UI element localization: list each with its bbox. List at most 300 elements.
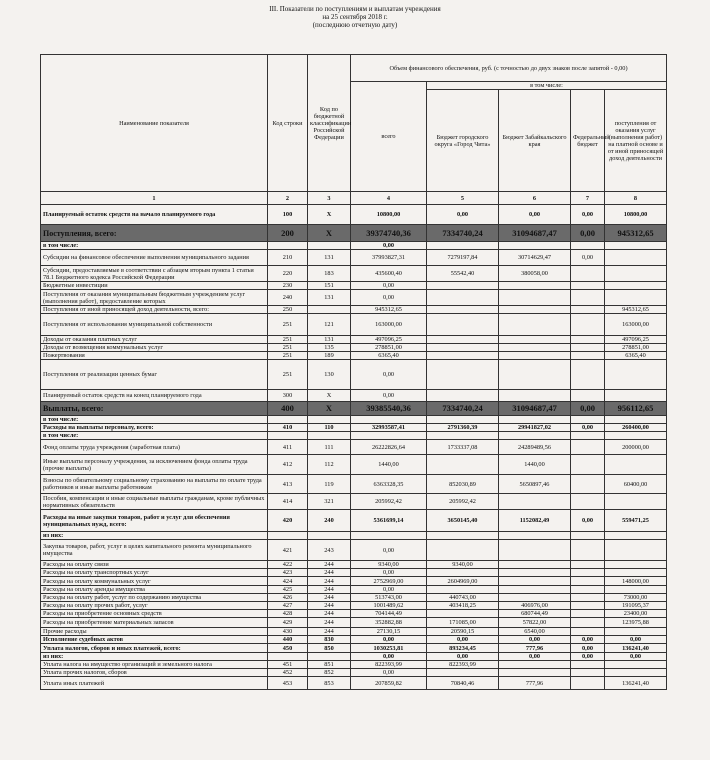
col-header-federal: Федеральный бюджет — [571, 90, 605, 192]
row-value: 0,00 — [571, 636, 605, 644]
row-value: 1440,00 — [499, 455, 571, 475]
row-kbk: 243 — [308, 540, 351, 561]
row-name: Иные выплаты персоналу учреждения, за исключением фонда оплаты труда (прочие выплаты) — [41, 455, 268, 475]
table-row — [41, 352, 667, 360]
table-row — [41, 402, 667, 416]
row-value — [351, 532, 427, 540]
row-value — [571, 344, 605, 352]
row-value — [499, 432, 571, 440]
row-value: 440743,00 — [427, 594, 499, 602]
row-value: 1001489,62 — [351, 602, 427, 610]
row-code: 251 — [268, 314, 308, 336]
row-value — [427, 360, 499, 390]
row-value — [427, 540, 499, 561]
row-kbk: 244 — [308, 569, 351, 577]
row-value: 497096,25 — [351, 336, 427, 344]
row-name: Уплата налога на имущество организаций и земельного налога — [41, 661, 268, 669]
row-value — [499, 336, 571, 344]
row-name: Доходы от возмещения коммунальных услуг — [41, 344, 268, 352]
row-code: 200 — [268, 225, 308, 242]
row-code: 440 — [268, 636, 308, 644]
row-code: 423 — [268, 569, 308, 577]
row-kbk: 131 — [308, 290, 351, 306]
row-value: 956112,65 — [605, 402, 667, 416]
row-value — [605, 416, 667, 424]
table-row — [41, 602, 667, 610]
row-value: 403418,25 — [427, 602, 499, 610]
row-value — [499, 569, 571, 577]
row-value — [571, 540, 605, 561]
table-row — [41, 636, 667, 644]
row-value: 822393,99 — [427, 661, 499, 669]
row-value: 497096,25 — [605, 336, 667, 344]
row-value: 0,00 — [351, 586, 427, 594]
table-row — [41, 494, 667, 510]
row-value: 6363328,35 — [351, 475, 427, 494]
table-row — [41, 432, 667, 440]
row-value: 0,00 — [571, 205, 605, 225]
table-row — [41, 250, 667, 266]
row-value: 20590,15 — [427, 628, 499, 636]
row-value — [605, 282, 667, 290]
row-value: 10800,00 — [605, 205, 667, 225]
row-name: Пособия, компенсации и иные социальные выплаты гражданам, кроме публичных нормативных обязательств — [41, 494, 268, 510]
row-value: 9340,00 — [351, 561, 427, 569]
table-row — [41, 540, 667, 561]
row-kbk: X — [308, 390, 351, 402]
row-value: 559471,25 — [605, 510, 667, 532]
row-value — [499, 594, 571, 602]
row-name: Планируемый остаток средств на начало планируемого года — [41, 205, 268, 225]
row-value: 0,00 — [351, 569, 427, 577]
row-name: Закупка товаров, работ, услуг в целях капитального ремонта муниципального имущества — [41, 540, 268, 561]
row-code: 452 — [268, 669, 308, 677]
table-row — [41, 610, 667, 618]
row-value: 0,00 — [605, 653, 667, 661]
row-name: из них: — [41, 653, 268, 661]
row-name: Расходы на оплату транспортных услуг — [41, 569, 268, 577]
row-value: 0,00 — [351, 390, 427, 402]
row-name: Расходы на приобретение основных средств — [41, 610, 268, 618]
row-value — [427, 669, 499, 677]
row-kbk — [308, 416, 351, 424]
row-value: 945312,65 — [605, 225, 667, 242]
row-code: 251 — [268, 336, 308, 344]
table-row — [41, 586, 667, 594]
row-name: Расходы на оплату аренды имущества — [41, 586, 268, 594]
row-value — [571, 455, 605, 475]
row-value — [571, 577, 605, 586]
row-code: 410 — [268, 424, 308, 432]
row-name: Бюджетные инвестиции — [41, 282, 268, 290]
row-value: 1152082,49 — [499, 510, 571, 532]
row-value: 0,00 — [499, 205, 571, 225]
table-row — [41, 475, 667, 494]
row-value: 2791360,39 — [427, 424, 499, 432]
row-value — [571, 561, 605, 569]
row-kbk — [308, 653, 351, 661]
table-row — [41, 561, 667, 569]
row-value — [571, 242, 605, 250]
row-name: Выплаты, всего: — [41, 402, 268, 416]
row-value — [427, 532, 499, 540]
row-value — [571, 594, 605, 602]
row-kbk: 244 — [308, 628, 351, 636]
row-value: 406976,00 — [499, 602, 571, 610]
row-value — [427, 314, 499, 336]
row-value — [605, 360, 667, 390]
row-value — [499, 282, 571, 290]
row-name: Расходы на приобретение материальных запасов — [41, 618, 268, 628]
row-value — [499, 360, 571, 390]
row-value: 31094687,47 — [499, 402, 571, 416]
row-value: 0,00 — [571, 510, 605, 532]
row-value — [499, 344, 571, 352]
row-value: 55542,40 — [427, 266, 499, 282]
row-kbk: 151 — [308, 282, 351, 290]
row-value — [605, 532, 667, 540]
row-value — [427, 416, 499, 424]
col-number: 1 — [41, 192, 268, 205]
table-row — [41, 225, 667, 242]
row-value — [351, 416, 427, 424]
row-kbk: 111 — [308, 440, 351, 455]
row-value: 70840,46 — [427, 677, 499, 690]
row-kbk: 183 — [308, 266, 351, 282]
row-value — [605, 242, 667, 250]
row-code: 425 — [268, 586, 308, 594]
row-value: 0,00 — [351, 636, 427, 644]
row-value — [427, 432, 499, 440]
table-row — [41, 653, 667, 661]
row-value — [571, 360, 605, 390]
table-row — [41, 205, 667, 225]
row-value: 136241,40 — [605, 677, 667, 690]
row-name: Уплата иных платежей — [41, 677, 268, 690]
row-kbk: 851 — [308, 661, 351, 669]
row-kbk: 112 — [308, 455, 351, 475]
row-value — [605, 628, 667, 636]
row-name: Уплата налогов, сборов и иных платежей, всего: — [41, 644, 268, 653]
row-value — [571, 416, 605, 424]
table-row — [41, 242, 667, 250]
row-value — [499, 494, 571, 510]
row-kbk: 244 — [308, 610, 351, 618]
col-header-paid: поступления от оказания услуг (выполнения работ) на платной основе и от иной приносящей доход деятельности — [605, 90, 667, 192]
row-value: 893234,45 — [427, 644, 499, 653]
row-code: 430 — [268, 628, 308, 636]
row-value: 6365,40 — [605, 352, 667, 360]
row-value — [571, 661, 605, 669]
table-row — [41, 336, 667, 344]
row-value: 0,00 — [499, 636, 571, 644]
report-date-note: (последнюю отчетную дату) — [312, 21, 398, 29]
row-value: 171085,00 — [427, 618, 499, 628]
row-value — [499, 390, 571, 402]
row-value: 163000,00 — [351, 314, 427, 336]
row-value — [427, 290, 499, 306]
table-row — [41, 290, 667, 306]
row-value — [605, 586, 667, 594]
row-value: 24289489,56 — [499, 440, 571, 455]
row-name: Субсидии на финансовое обеспечение выполнения муниципального задания — [41, 250, 268, 266]
report-title: III. Показатели по поступлениям и выплатам учреждения — [269, 5, 441, 13]
row-value — [427, 390, 499, 402]
row-kbk: X — [308, 205, 351, 225]
row-value — [499, 306, 571, 314]
row-value: 0,00 — [351, 282, 427, 290]
col-number: 3 — [308, 192, 351, 205]
row-name: Планируемый остаток средств на конец планируемого года — [41, 390, 268, 402]
table-row — [41, 577, 667, 586]
row-code: 428 — [268, 610, 308, 618]
col-number: 6 — [499, 192, 571, 205]
row-value — [499, 577, 571, 586]
col-header-incl: в том числе: — [427, 82, 667, 90]
table-row — [41, 594, 667, 602]
row-kbk: 244 — [308, 618, 351, 628]
row-name: Расходы на оплату работ, услуг по содержанию имущества — [41, 594, 268, 602]
row-value — [571, 336, 605, 344]
row-value — [571, 628, 605, 636]
row-kbk: 131 — [308, 250, 351, 266]
row-value — [571, 586, 605, 594]
table-row — [41, 344, 667, 352]
row-value: 704144,49 — [351, 610, 427, 618]
row-value — [571, 282, 605, 290]
row-value: 777,96 — [499, 677, 571, 690]
row-kbk: 244 — [308, 561, 351, 569]
row-name: Поступления от использования муниципальной собственности — [41, 314, 268, 336]
row-value: 945312,65 — [605, 306, 667, 314]
row-kbk: 321 — [308, 494, 351, 510]
row-value: 57822,00 — [499, 618, 571, 628]
row-name: Поступления, всего: — [41, 225, 268, 242]
row-value: 0,00 — [571, 250, 605, 266]
row-name: в том числе: — [41, 432, 268, 440]
row-name: Расходы на оплату прочих работ, услуг — [41, 602, 268, 610]
row-value: 852030,89 — [427, 475, 499, 494]
row-code: 250 — [268, 306, 308, 314]
row-code: 230 — [268, 282, 308, 290]
row-code: 210 — [268, 250, 308, 266]
table-row — [41, 455, 667, 475]
row-kbk — [308, 242, 351, 250]
row-kbk: 830 — [308, 636, 351, 644]
row-value: 73000,00 — [605, 594, 667, 602]
row-kbk: 244 — [308, 586, 351, 594]
row-name: Доходы от оказания платных услуг — [41, 336, 268, 344]
row-name: Поступления от иной приносящей доход деятельности, всего: — [41, 306, 268, 314]
table-row — [41, 569, 667, 577]
row-value: 2604969,00 — [427, 577, 499, 586]
row-value: 29941827,02 — [499, 424, 571, 432]
row-code — [268, 416, 308, 424]
row-value: 260400,00 — [605, 424, 667, 432]
row-code: 414 — [268, 494, 308, 510]
row-value — [427, 336, 499, 344]
row-value: 9340,00 — [427, 561, 499, 569]
row-value: 123975,88 — [605, 618, 667, 628]
row-value — [605, 266, 667, 282]
row-name: Уплата прочих налогов, сборов — [41, 669, 268, 677]
table-row — [41, 618, 667, 628]
row-value — [427, 282, 499, 290]
row-value: 352882,88 — [351, 618, 427, 628]
row-value — [427, 352, 499, 360]
row-value: 0,00 — [571, 402, 605, 416]
table-row — [41, 661, 667, 669]
row-kbk: 853 — [308, 677, 351, 690]
table-row — [41, 314, 667, 336]
row-value: 278851,00 — [351, 344, 427, 352]
row-kbk: 121 — [308, 314, 351, 336]
row-code — [268, 532, 308, 540]
col-header-volume: Объем финансового обеспечения, руб. (с точностью до двух знаков после запятой - 0,00) — [351, 55, 667, 82]
row-value: 207859,82 — [351, 677, 427, 690]
row-value: 5650897,46 — [499, 475, 571, 494]
row-value — [499, 532, 571, 540]
table-row — [41, 306, 667, 314]
table-row — [41, 416, 667, 424]
row-code: 400 — [268, 402, 308, 416]
row-value: 0,00 — [351, 669, 427, 677]
row-kbk: 850 — [308, 644, 351, 653]
row-name: Поступления от реализации ценных бумаг — [41, 360, 268, 390]
report-date: на 25 сентября 2018 г. — [322, 13, 388, 21]
row-value: 37993827,31 — [351, 250, 427, 266]
row-name: из них: — [41, 532, 268, 540]
row-code: 220 — [268, 266, 308, 282]
table-row — [41, 390, 667, 402]
row-value: 7334740,24 — [427, 225, 499, 242]
col-header-kbk: Код по бюджетной классификации Российской Федерации — [308, 55, 351, 192]
row-value — [427, 344, 499, 352]
report-header — [0, 5, 710, 29]
row-code: 426 — [268, 594, 308, 602]
col-header-city: Бюджет городского округа «Город Чита» — [427, 90, 499, 192]
row-value: 0,00 — [351, 290, 427, 306]
row-value: 6540,00 — [499, 628, 571, 636]
row-value: 30714629,47 — [499, 250, 571, 266]
row-value: 7279197,84 — [427, 250, 499, 266]
row-value — [427, 610, 499, 618]
row-kbk: 110 — [308, 424, 351, 432]
row-value — [605, 290, 667, 306]
col-number: 8 — [605, 192, 667, 205]
row-kbk: 135 — [308, 344, 351, 352]
row-value — [605, 432, 667, 440]
row-value: 39385540,36 — [351, 402, 427, 416]
row-name: Поступления от оказания муниципальным бюджетным учреждением услуг (выполнения работ), предоставление которых — [41, 290, 268, 306]
row-name: Расходы на иные закупки товаров, работ и услуг для обеспечения муниципальных нужд, всего: — [41, 510, 268, 532]
row-code: 300 — [268, 390, 308, 402]
row-kbk: X — [308, 402, 351, 416]
row-value: 380058,00 — [499, 266, 571, 282]
col-number: 4 — [351, 192, 427, 205]
table-row — [41, 424, 667, 432]
row-value: 0,00 — [571, 424, 605, 432]
row-value: 26222826,64 — [351, 440, 427, 455]
row-value: 1440,00 — [351, 455, 427, 475]
row-value — [427, 455, 499, 475]
row-value — [499, 416, 571, 424]
row-value — [351, 432, 427, 440]
row-name: в том числе: — [41, 242, 268, 250]
row-value — [427, 586, 499, 594]
col-header-code-row: Код строки — [268, 55, 308, 192]
row-value: 10800,00 — [351, 205, 427, 225]
row-code: 411 — [268, 440, 308, 455]
row-code — [268, 432, 308, 440]
col-number: 2 — [268, 192, 308, 205]
row-value — [499, 661, 571, 669]
row-value: 136241,40 — [605, 644, 667, 653]
row-value: 60400,00 — [605, 475, 667, 494]
row-code: 429 — [268, 618, 308, 628]
row-value — [571, 390, 605, 402]
row-value — [605, 661, 667, 669]
row-value — [571, 618, 605, 628]
row-value: 0,00 — [571, 644, 605, 653]
row-value — [571, 314, 605, 336]
row-value: 205992,42 — [427, 494, 499, 510]
row-value: 777,96 — [499, 644, 571, 653]
row-value — [499, 314, 571, 336]
row-name: Фонд оплаты труда учреждения (заработная плата) — [41, 440, 268, 455]
row-value — [499, 561, 571, 569]
table-row — [41, 510, 667, 532]
row-kbk: 852 — [308, 669, 351, 677]
col-header-region: Бюджет Забайкальского края — [499, 90, 571, 192]
row-code: 412 — [268, 455, 308, 475]
row-value: 3650145,40 — [427, 510, 499, 532]
row-code: 421 — [268, 540, 308, 561]
row-value — [605, 569, 667, 577]
row-value — [605, 561, 667, 569]
row-value — [499, 352, 571, 360]
row-code: 453 — [268, 677, 308, 690]
row-value — [571, 352, 605, 360]
row-name: Расходы на выплаты персоналу, всего: — [41, 424, 268, 432]
row-code: 240 — [268, 290, 308, 306]
row-code: 251 — [268, 360, 308, 390]
row-code: 427 — [268, 602, 308, 610]
row-value — [427, 569, 499, 577]
row-value: 1030253,81 — [351, 644, 427, 653]
row-value — [605, 390, 667, 402]
row-value: 1733337,08 — [427, 440, 499, 455]
row-value: 680744,49 — [499, 610, 571, 618]
row-value: 0,00 — [427, 205, 499, 225]
row-value — [605, 250, 667, 266]
row-kbk: 244 — [308, 602, 351, 610]
row-value — [571, 569, 605, 577]
table-row — [41, 644, 667, 653]
row-value: 6365,40 — [351, 352, 427, 360]
row-value — [571, 290, 605, 306]
row-name: Пожертвования — [41, 352, 268, 360]
table-row — [41, 440, 667, 455]
row-value: 0,00 — [499, 653, 571, 661]
row-value — [571, 669, 605, 677]
row-kbk — [308, 306, 351, 314]
row-kbk: 130 — [308, 360, 351, 390]
row-value: 163000,00 — [605, 314, 667, 336]
row-name: Субсидии, предоставляемые в соответствии с абзацем вторым пункта 1 статьи 78.1 Бюджетного кодекса Российской Федерации — [41, 266, 268, 282]
row-code: 422 — [268, 561, 308, 569]
table-row — [41, 677, 667, 690]
